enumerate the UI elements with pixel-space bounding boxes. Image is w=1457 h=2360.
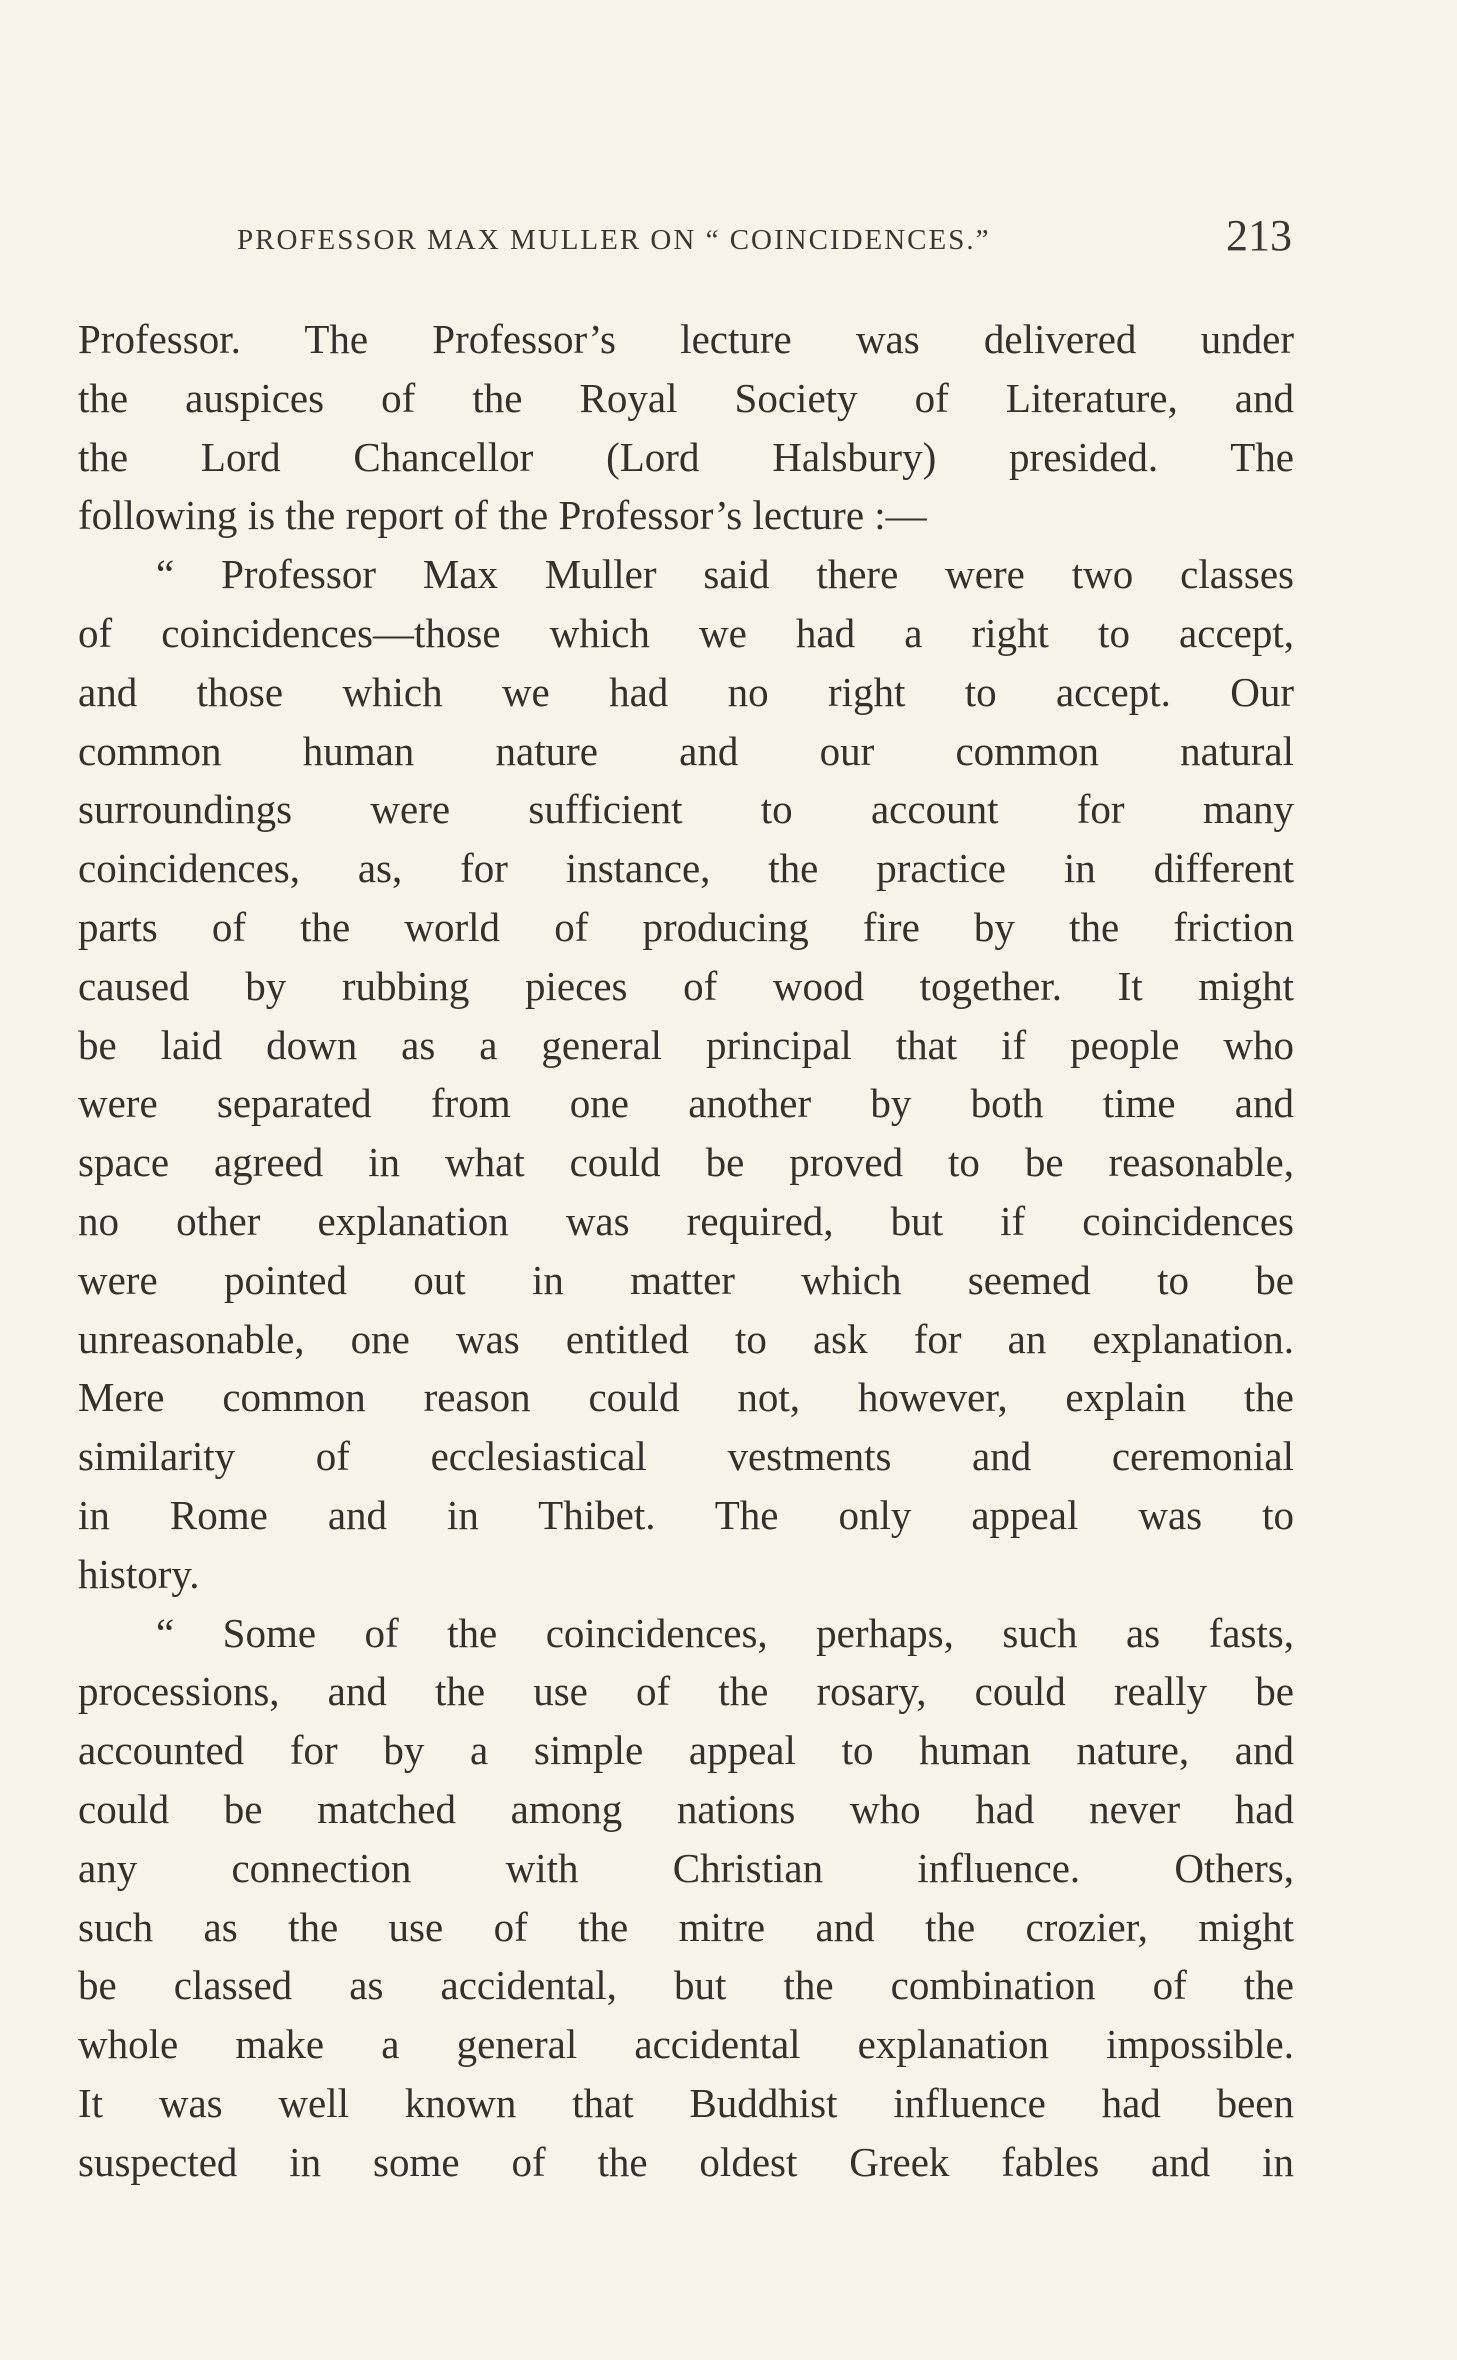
page-number: 213: [1226, 211, 1292, 260]
text-line: such as the use of the mitre and the crozier, might: [78, 1903, 1294, 1950]
body-text: [78, 310, 1294, 2210]
text-line: Mere common reason could not, however, explain the: [78, 1374, 1294, 1421]
text-line: following is the report of the Professor’s lecture :—: [78, 492, 927, 539]
text-line: unreasonable, one was entitled to ask for an explanation.: [78, 1315, 1294, 1362]
text-line: in Rome and in Thibet. The only appeal was to: [78, 1491, 1294, 1538]
text-line: be laid down as a general principal that if people who: [78, 1021, 1294, 1068]
text-line: “ Professor Max Muller said there were two classes: [156, 551, 1294, 598]
text-line: were pointed out in matter which seemed to be: [78, 1256, 1294, 1303]
text-line: history.: [78, 1550, 200, 1597]
text-line: were separated from one another by both time and: [78, 1080, 1294, 1127]
text-line: any connection with Christian influence. Others,: [78, 1844, 1294, 1891]
text-line: caused by rubbing pieces of wood together. It might: [78, 962, 1294, 1009]
text-line: could be matched among nations who had never had: [78, 1785, 1294, 1832]
running-head: [80, 210, 1292, 266]
text-line: common human nature and our common natural: [78, 727, 1294, 774]
text-line: the Lord Chancellor (Lord Halsbury) presided. The: [78, 433, 1294, 480]
text-line: suspected in some of the oldest Greek fables and in: [78, 2138, 1294, 2185]
text-line: surroundings were sufficient to account for many: [78, 786, 1294, 833]
text-line: “ Some of the coincidences, perhaps, such as fasts,: [156, 1609, 1294, 1656]
running-title: PROFESSOR MAX MULLER ON “ COINCIDENCES.”: [237, 224, 991, 256]
text-line: whole make a general accidental explanation impossible.: [78, 2021, 1294, 2068]
text-line: be classed as accidental, but the combination of the: [78, 1962, 1294, 2009]
text-line: Professor. The Professor’s lecture was delivered under: [78, 316, 1294, 362]
text-line: processions, and the use of the rosary, could really be: [78, 1668, 1294, 1715]
text-line: coincidences, as, for instance, the practice in different: [78, 845, 1294, 892]
text-line: of coincidences—those which we had a right to accept,: [78, 609, 1294, 656]
text-line: similarity of ecclesiastical vestments and ceremonial: [78, 1433, 1294, 1480]
text-line: the auspices of the Royal Society of Literature, and: [78, 374, 1294, 421]
text-line: and those which we had no right to accept. Our: [78, 668, 1294, 715]
text-line: parts of the world of producing fire by the friction: [78, 903, 1294, 950]
text-line: no other explanation was required, but if coincidences: [78, 1197, 1294, 1244]
text-line: accounted for by a simple appeal to human nature, and: [78, 1727, 1294, 1774]
text-line: space agreed in what could be proved to be reasonable,: [78, 1139, 1294, 1186]
text-line: It was well known that Buddhist influence had been: [78, 2079, 1294, 2126]
